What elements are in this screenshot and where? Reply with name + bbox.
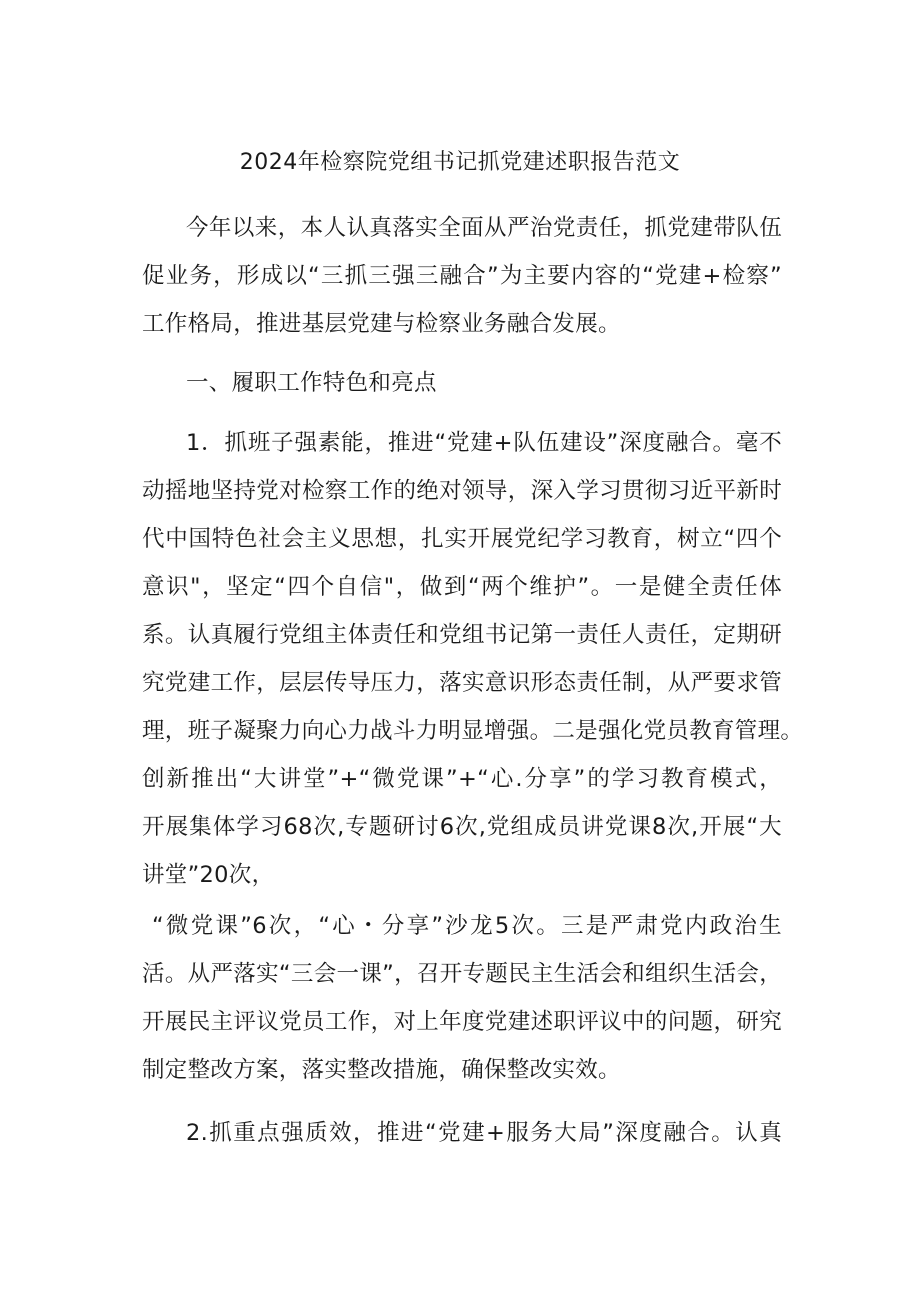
paragraph-line: 工作格局，推进基层党建与检察业务融合发展。: [142, 311, 621, 337]
paragraph-line: 开展集体学习68次,专题研讨6次,党组成员讲党课8次,开展“大: [142, 814, 782, 840]
paragraph-line: 代中国特色社会主义思想，扎实开展党纪学习教育，树立“四个: [142, 526, 782, 552]
paragraph-line: 活。从严落实“三会一课”，召开专题民主生活会和组织生活会，: [142, 961, 782, 987]
paragraph-line: 制定整改方案，落实整改措施，确保整改实效。: [142, 1057, 621, 1083]
paragraph-line: 创新推出“大讲堂”+“微党课”+“心.分享”的学习教育模式，: [142, 766, 782, 792]
paragraph-line: “微党课”6次，“心・分享”沙龙5次。三是严肃党内政治生: [152, 913, 782, 939]
paragraph-line: 究党建工作，层层传导压力，落实意识形态责任制，从严要求管: [142, 670, 782, 696]
paragraph-line: 2.抓重点强质效，推进“党建+服务大局”深度融合。认真: [186, 1120, 782, 1146]
paragraph-line: 系。认真履行党组主体责任和党组书记第一责任人责任，定期研: [142, 622, 782, 648]
paragraph-line: 理，班子凝聚力向心力战斗力明显增强。二是强化党员教育管理。: [142, 718, 804, 744]
paragraph-line: 促业务，形成以“三抓三强三融合”为主要内容的“党建+检察”: [142, 263, 782, 289]
paragraph-line: 今年以来，本人认真落实全面从严治党责任，抓党建带队伍: [186, 215, 782, 241]
document-title: 2024年检察院党组书记抓党建述职报告范文: [239, 150, 681, 175]
section-heading: 一、履职工作特色和亮点: [186, 370, 437, 396]
paragraph-line: 1．抓班子强素能，推进“党建+队伍建设”深度融合。毫不: [186, 430, 782, 456]
paragraph-line: 开展民主评议党员工作，对上年度党建述职评议中的问题，研究: [142, 1009, 782, 1035]
paragraph-line: 动摇地坚持党对检察工作的绝对领导，深入学习贯彻习近平新时: [142, 478, 782, 504]
paragraph-line: 讲堂”20次，: [142, 862, 275, 888]
paragraph-line: 意识"，坚定“四个自信"，做到“两个维护”。一是健全责任体: [142, 574, 782, 600]
